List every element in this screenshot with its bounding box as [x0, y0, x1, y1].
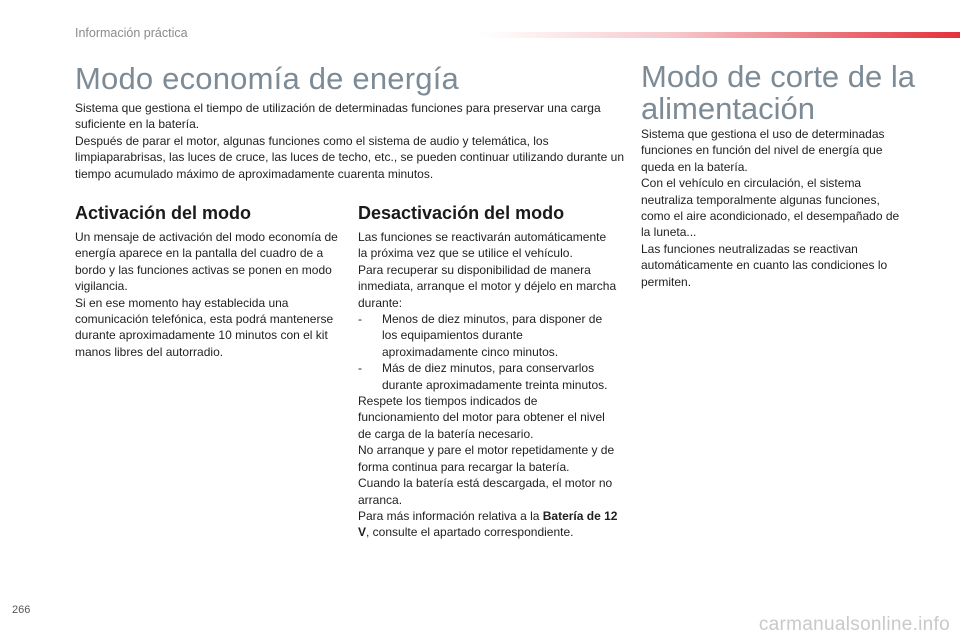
side-line-1: Sistema que gestiona el uso de determinadas funciones en función del nivel de energía que queda en la batería. — [641, 127, 885, 174]
list-dash: - — [358, 312, 362, 327]
section-header: Información práctica — [75, 26, 188, 40]
deactivation-p6-pre: Para más información relativa a la — [358, 508, 543, 523]
list-dash: - — [358, 361, 362, 376]
side-line-2: Con el vehículo en circulación, el sistema neutraliza temporalmente algunas funciones, como el aire acondicionado, el desempañado de la luneta... — [641, 176, 900, 240]
deactivation-p4: No arranque y pare el motor repetidamente y de forma continua para recargar la batería. — [358, 443, 615, 474]
list-item-text: Menos de diez minutos, para disponer de los equipamientos durante aproximadamente cinco minutos. — [382, 312, 603, 359]
side-paragraph — [641, 126, 911, 290]
activation-line-2: Si en ese momento hay establecida una comunicación telefónica, esta podrá mantenerse durante aproximadamente 10 minutos con el kit manos libres del autorradio. — [75, 295, 334, 359]
activation-text — [75, 229, 345, 360]
intro-paragraph — [75, 100, 625, 182]
header-accent-bar — [480, 32, 960, 38]
deactivation-text — [358, 229, 618, 541]
page-number: 266 — [12, 604, 31, 616]
activation-heading: Activación del modo — [75, 203, 252, 223]
deactivation-p6-post: , consulte el apartado correspondiente. — [366, 525, 574, 540]
list-item — [358, 311, 618, 360]
deactivation-p5: Cuando la batería está descargada, el motor no arranca. — [358, 476, 613, 507]
battery-reference: Batería de 12 V — [358, 508, 618, 540]
activation-line-1: Un mensaje de activación del modo economía de energía aparece en la pantalla del cuadro de a bordo y las funciones activas se ponen en modo vigilancia. — [75, 230, 338, 294]
side-line-3: Las funciones neutralizadas se reactivan automáticamente en cuanto las condiciones lo permiten. — [641, 241, 888, 289]
deactivation-heading: Desactivación del modo — [358, 203, 565, 223]
side-title: Modo de corte de la alimentación — [641, 59, 916, 126]
deactivation-p2: Para recuperar su disponibilidad de manera inmediata, arranque el motor y déjelo en marcha durante: — [358, 262, 617, 310]
watermark: carmanualsonline.info — [758, 614, 950, 635]
list-item — [358, 360, 618, 393]
intro-line-2: Después de parar el motor, algunas funciones como el sistema de audio y telemática, los limpiaparabrisas, las luces de cruce, las luces de techo, etc., se pueden continuar utilizando durante un tiempo acumulado máximo de aproximadamente cuarenta minutos. — [75, 133, 624, 181]
intro-line-1: Sistema que gestiona el tiempo de utilización de determinadas funciones para preservar una carga suficiente en la batería. — [75, 101, 601, 132]
list-item-text: Más de diez minutos, para conservarlos durante aproximadamente treinta minutos. — [382, 361, 608, 392]
deactivation-p1: Las funciones se reactivarán automáticamente la próxima vez que se utilice el vehículo. — [358, 230, 607, 261]
deactivation-p3: Respete los tiempos indicados de funcionamiento del motor para obtener el nivel de carga de la batería necesario. — [358, 394, 605, 441]
main-title: Modo economía de energía — [75, 61, 459, 96]
